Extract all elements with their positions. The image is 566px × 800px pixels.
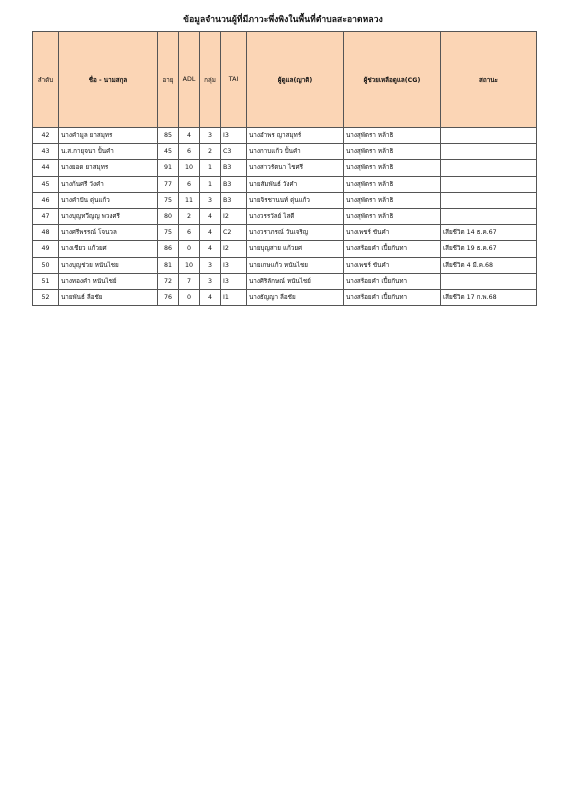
cell-caregiver: นายเกษแก้ว หนันไชย [247,257,344,273]
cell-status [441,176,537,192]
cell-status [441,273,537,289]
cell-cg: นางเพชร์ ขันคำ [344,257,441,273]
cell-no: 49 [33,241,59,257]
cell-adl: 0 [179,241,200,257]
header-caregiver: ผู้ดูแล(ญาติ) [247,32,344,128]
cell-age: 75 [158,192,179,208]
cell-adl: 6 [179,144,200,160]
cell-tai: I2 [221,208,247,224]
cell-name: นางบุญทวีญญ พวงศรี [59,208,158,224]
cell-no: 52 [33,289,59,305]
cell-status [441,192,537,208]
cell-group: 4 [200,289,221,305]
table-row [33,208,537,224]
cell-adl: 11 [179,192,200,208]
header-group: กลุ่ม [200,32,221,128]
cell-caregiver: นางสาวรัตนา ไชศรี [247,160,344,176]
header-name: ชื่อ - นามสกุล [59,32,158,128]
cell-adl: 0 [179,289,200,305]
cell-status [441,128,537,144]
cell-group: 3 [200,257,221,273]
cell-adl: 6 [179,176,200,192]
cell-name: นางยอด ยาสมุทร [59,160,158,176]
cell-adl: 10 [179,257,200,273]
cell-status: เสียชีวิต 4 มี.ค.68 [441,257,537,273]
cell-name: นางคำปัน ตุ่นแก้ว [59,192,158,208]
cell-group: 4 [200,241,221,257]
cell-cg: นางสุพัตรา หล้าธิ [344,128,441,144]
header-age: อายุ [158,32,179,128]
cell-status [441,208,537,224]
cell-tai: I1 [221,289,247,305]
cell-cg: นางสุพัตรา หล้าธิ [344,176,441,192]
cell-status: เสียชีวิต 19 ธ.ค.67 [441,241,537,257]
cell-caregiver: นางธัญญา ลือชัย [247,289,344,305]
cell-name: นางบุญช่วย หนันไชย [59,257,158,273]
cell-status: เสียชีวิต 17 ก.พ.68 [441,289,537,305]
cell-group: 4 [200,208,221,224]
cell-group: 1 [200,176,221,192]
table-row [33,257,537,273]
cell-adl: 2 [179,208,200,224]
table-row [33,128,537,144]
cell-cg: นางสุพัตรา หล้าธิ [344,144,441,160]
cell-age: 77 [158,176,179,192]
table-row [33,241,537,257]
cell-no: 44 [33,160,59,176]
dependent-persons-table [32,31,537,306]
cell-age: 72 [158,273,179,289]
cell-adl: 4 [179,128,200,144]
header-status: สถานะ [441,32,537,128]
cell-caregiver: นายบุญสาย แก้วยศ [247,241,344,257]
cell-no: 50 [33,257,59,273]
cell-caregiver: นางอำพร ญาสมุทร์ [247,128,344,144]
table-header-row [33,32,537,128]
cell-caregiver: นางวรรวัลย์ ไสตี [247,208,344,224]
cell-age: 76 [158,289,179,305]
cell-tai: B3 [221,192,247,208]
header-no: ลำดับ [33,32,59,128]
cell-tai: C3 [221,144,247,160]
cell-name: นางเชียว แก้วยศ [59,241,158,257]
cell-age: 86 [158,241,179,257]
cell-adl: 7 [179,273,200,289]
cell-group: 2 [200,144,221,160]
cell-age: 81 [158,257,179,273]
cell-no: 48 [33,225,59,241]
cell-name: น.ส.กายุจนา ปั้นคำ [59,144,158,160]
cell-tai: I3 [221,257,247,273]
page-title: ข้อมูลจำนวนผู้ที่มีภาวะพึ่งพิงในพื้นที่ตำบลสะอาดหลวง [183,15,383,25]
cell-tai: I3 [221,273,247,289]
cell-no: 46 [33,192,59,208]
table-row [33,225,537,241]
cell-group: 1 [200,160,221,176]
header-adl: ADL [179,32,200,128]
cell-cg: นางสุพัตรา หล้าธิ [344,208,441,224]
table-row [33,160,537,176]
cell-cg: นางสร้อยคำ เปี้ยกันทา [344,273,441,289]
table-row [33,192,537,208]
cell-tai: B3 [221,160,247,176]
cell-caregiver: นางศิริลักษณ์ หนันไชย์ [247,273,344,289]
cell-no: 47 [33,208,59,224]
cell-caregiver: นายสัมพันธ์ วังคำ [247,176,344,192]
cell-age: 75 [158,225,179,241]
cell-no: 42 [33,128,59,144]
cell-group: 3 [200,192,221,208]
cell-tai: B3 [221,176,247,192]
cell-age: 85 [158,128,179,144]
cell-caregiver: นายจิรชานนท์ ตุ่นแก้ว [247,192,344,208]
cell-group: 3 [200,128,221,144]
cell-no: 43 [33,144,59,160]
cell-age: 80 [158,208,179,224]
cell-no: 51 [33,273,59,289]
header-tai: TAI [221,32,247,128]
cell-age: 45 [158,144,179,160]
cell-status [441,160,537,176]
cell-tai: C2 [221,225,247,241]
cell-adl: 10 [179,160,200,176]
cell-name: นางศรีพรรณ์ โจนวล [59,225,158,241]
cell-name: นางคำมูล ยาสมุทร [59,128,158,144]
cell-age: 91 [158,160,179,176]
table-row [33,144,537,160]
cell-status: เสียชีวิต 14 ธ.ค.67 [441,225,537,241]
cell-no: 45 [33,176,59,192]
table-row [33,289,537,305]
cell-name: นายพันธ์ ลือชัย [59,289,158,305]
cell-name: นางทองคำ หนันไชย์ [59,273,158,289]
header-cg: ผู้ช่วยเหลือดูแล(CG) [344,32,441,128]
cell-caregiver: นางวราภรณ์ วันเจริญ [247,225,344,241]
table-row [33,176,537,192]
cell-tai: I3 [221,128,247,144]
cell-status [441,144,537,160]
table-row [33,273,537,289]
cell-cg: นางสุพัตรา หล้าธิ [344,192,441,208]
cell-cg: นางสร้อยคำ เปี้ยกันทา [344,289,441,305]
cell-name: นางก้นศรี วังคำ [59,176,158,192]
cell-group: 4 [200,225,221,241]
cell-group: 3 [200,273,221,289]
cell-cg: นางสุพัตรา หล้าธิ [344,160,441,176]
cell-cg: นางสร้อยคำ เปี้ยกันทา [344,241,441,257]
cell-cg: นางเพชร์ ขันคำ [344,225,441,241]
cell-tai: I2 [221,241,247,257]
cell-adl: 6 [179,225,200,241]
cell-caregiver: นางกาบแก้ว ปั้นคำ [247,144,344,160]
